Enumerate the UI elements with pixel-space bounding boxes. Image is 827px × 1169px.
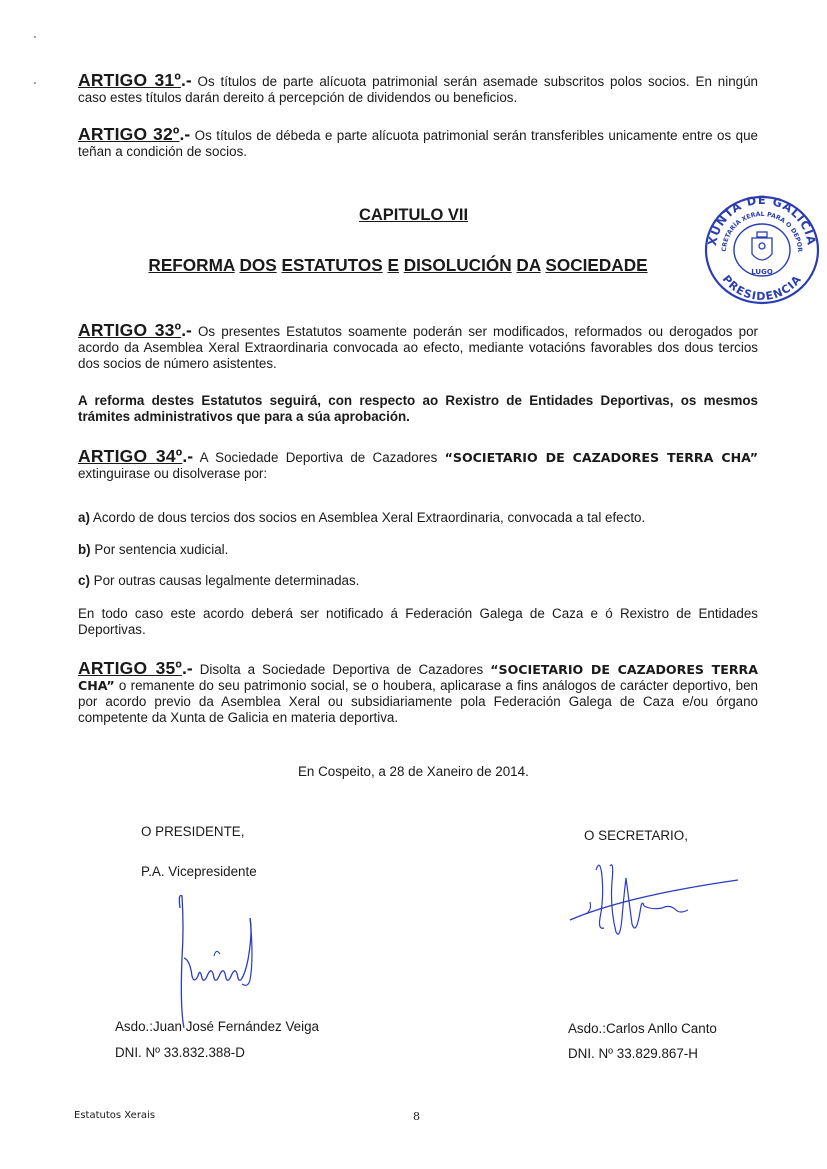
scan-speck xyxy=(34,82,36,84)
article-35-text-post: o remanente do seu patrimonio social, se o houbera, aplicarase a fins análogos de carácter deportivo, ben por acordo previo da Asemblea Xeral ou subsidiariamente pola Federación Galega de Caza e/ou órgano competente da Xunta de Galicia en materia deportiva. xyxy=(78,678,758,725)
article-32-title: ARTIGO 32º xyxy=(78,124,180,144)
chapter-subtitle-word: REFORMA xyxy=(148,255,235,275)
president-name: Asdo.:Juan José Fernández Veiga xyxy=(115,1019,319,1034)
chapter-subtitle-word: DISOLUCIÓN xyxy=(403,255,512,275)
article-31-dash: .- xyxy=(180,70,192,90)
footer-doc-name: Estatutos Xerais xyxy=(74,1110,156,1121)
list-item-text: Acordo de dous tercios dos socios en Asemblea Xeral Extraordinaria, convocada a tal efecto. xyxy=(92,510,646,525)
list-item xyxy=(78,573,758,589)
page-number: 8 xyxy=(413,1110,420,1123)
chapter-subtitle xyxy=(78,255,718,276)
article-35 xyxy=(78,660,758,726)
article-33-title: ARTIGO 33º xyxy=(78,320,182,340)
chapter-subtitle-word: ESTATUTOS xyxy=(281,255,383,275)
list-item xyxy=(78,510,758,526)
article-34-dash: .- xyxy=(182,446,194,466)
coat-of-arms-icon xyxy=(752,232,772,260)
article-32 xyxy=(78,126,758,160)
article-34-text-post: extinguirase ou disolverase por: xyxy=(78,466,268,481)
list-item-letter: b) xyxy=(78,542,91,557)
official-stamp xyxy=(699,189,822,306)
list-item-letter: c) xyxy=(78,573,90,588)
article-32-dash: .- xyxy=(179,124,191,144)
secretary-dni: DNI. Nº 33.829.867-H xyxy=(568,1046,698,1061)
president-role: O PRESIDENTE, xyxy=(141,824,245,839)
article-33-text: Os presentes Estatutos soamente poderán ser modificados, reformados ou derogados por acordo da Asemblea Xeral Extraordinaria convocada ao efecto, mediante votacións favorables dos dous tercios dos socios de número asistentes. xyxy=(78,324,758,371)
article-33 xyxy=(78,322,758,372)
secretary-role: O SECRETARIO, xyxy=(584,828,688,843)
article-34 xyxy=(78,448,758,482)
scan-speck xyxy=(34,36,36,38)
list-item-text: Por outras causas legalmente determinadas. xyxy=(93,573,360,588)
list-item xyxy=(78,542,758,558)
president-signature xyxy=(170,888,270,1033)
list-item-letter: a) xyxy=(78,510,90,525)
article-33-reform-note: A reforma destes Estatutos seguirá, con respecto ao Rexistro de Entidades Deportivas, os mesmos trámites administrativos que para a súa aprobación. xyxy=(78,393,758,424)
stamp-inner-text: SECRETARÍA XERAL PARA O DEPORTE xyxy=(699,189,804,253)
chapter-subtitle-word: SOCIEDADE xyxy=(545,255,648,275)
article-31-text: Os títulos de parte alícuota patrimonial serán asemade subscritos polos socios. En ningún caso estes títulos darán dereito á percepción de dividendos ou beneficios. xyxy=(78,74,758,105)
article-34-text: A Sociedade Deportiva de Cazadores xyxy=(199,450,438,465)
article-34-title: ARTIGO 34º xyxy=(78,446,183,466)
article-35-text: Disolta a Sociedade Deportiva de Cazadores xyxy=(199,662,484,677)
chapter-subtitle-word: E xyxy=(387,255,399,275)
chapter-subtitle-word: DOS xyxy=(239,255,277,275)
article-31 xyxy=(78,72,758,106)
chapter-title: CAPITULO VII xyxy=(358,206,469,224)
society-name: “SOCIETARIO DE CAZADORES TERRA CHA” xyxy=(444,450,758,465)
article-33-dash: .- xyxy=(181,320,192,340)
stamp-bottom-text: PRESIDENCIA xyxy=(719,272,805,304)
article-34-closing: En todo caso este acordo deberá ser notificado á Federación Galega de Caza e ó Rexistro de Entidades Deportivas. xyxy=(78,606,758,637)
secretary-signature xyxy=(566,858,746,940)
chapter-subtitle-word: DA xyxy=(516,255,541,275)
place-date: En Cospeito, a 28 de Xaneiro de 2014. xyxy=(298,764,529,779)
president-dni: DNI. Nº 33.832.388-D xyxy=(115,1045,245,1060)
article-31-title: ARTIGO 31º xyxy=(78,70,181,90)
list-item-text: Por sentencia xudicial. xyxy=(94,542,229,557)
secretary-name: Asdo.:Carlos Anllo Canto xyxy=(568,1021,717,1036)
stamp-outer-text: XUNTA DE GALICIA xyxy=(705,192,819,247)
society-name: “SOCIETARIO DE CAZADORES TERRA CHA” xyxy=(78,662,758,693)
stamp-city-text: LUGO xyxy=(751,268,773,276)
article-35-title: ARTIGO 35º xyxy=(78,658,183,678)
president-pa: P.A. Vicepresidente xyxy=(141,864,257,879)
article-35-dash: .- xyxy=(182,658,193,678)
article-32-text: Os títulos de débeda e parte alícuota patrimonial serán transferibles unicamente entre os que teñan a condición de socios. xyxy=(78,128,758,159)
